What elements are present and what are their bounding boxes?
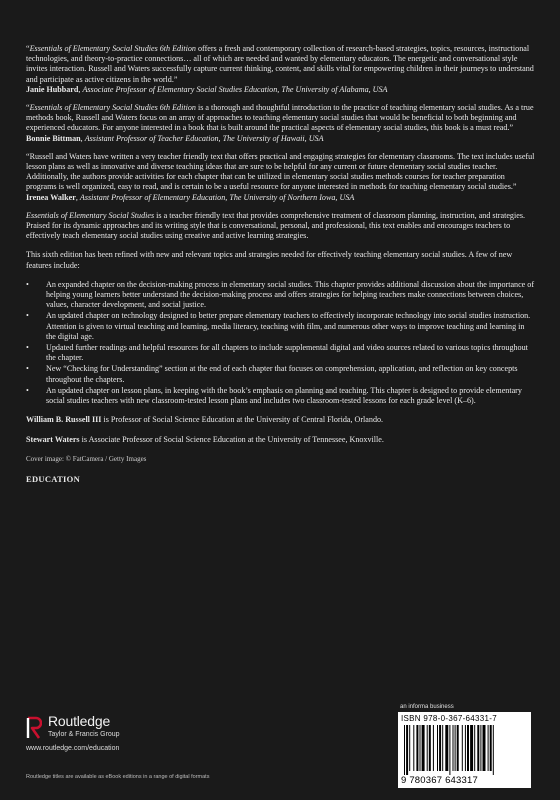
- barcode-bar: [483, 725, 486, 771]
- bullet-icon: •: [26, 385, 29, 395]
- publisher-name: Routledge: [48, 713, 111, 729]
- endorser-role: Assistant Professor of Elementary Education, The University of Northern Iowa, USA: [79, 192, 355, 202]
- book-title: Essentials of Elementary Social Studies 6th Edition: [29, 103, 196, 113]
- barcode-bar: [439, 725, 441, 771]
- author-bio: is Associate Professor of Social Science Education at the University of Tennessee, Knoxville.: [79, 434, 384, 444]
- endorsement-attribution: Bonnie Bittman, Assistant Professor of Teacher Education, The University of Hawaii, USA: [26, 133, 324, 143]
- edition-intro: This sixth edition has been refined with new and relevant topics and strategies needed for effectively teaching elementary social studies. A few of new features include:: [26, 250, 513, 270]
- barcode-bar: [455, 725, 456, 771]
- book-title: Essentials of Elementary Social Studies: [26, 210, 155, 220]
- barcode-bar: [457, 725, 459, 771]
- publisher-url: www.routledge.com/education: [26, 745, 120, 752]
- barcode-icon: [404, 725, 525, 775]
- barcode-bar: [477, 725, 479, 771]
- feature-item: [26, 343, 536, 363]
- author-bio: is Professor of Social Science Education at the University of Central Florida, Orlando.: [101, 415, 384, 425]
- barcode-bar: [453, 725, 454, 771]
- barcode-bar: [406, 725, 408, 775]
- bullet-icon: •: [26, 311, 29, 321]
- barcode-bar: [480, 725, 481, 771]
- ebook-note: Routledge titles are available as eBook editions in a range of digital formats: [26, 774, 210, 780]
- endorsement-2: [26, 103, 536, 144]
- feature-text: An updated chapter on technology designed to better prepare elementary teachers to effectively incorporate technology into social studies instruction. Attention is given to virtual teaching and learning, media literacy, teaching with film, and numerous other ways to improve teaching and learning in the digital age.: [46, 311, 531, 341]
- endorsement-text: “Essentials of Elementary Social Studies 6th Edition offers a fresh and contemporary collection of research-based strategies, topics, resources, instructional technologies, and theory-to-practice connections… all of which are needed and wanted by elementary educators. The energetic and conversational style invites interaction. Russell and Waters successfully capture current thinking, content, and skills vital for empowering children in their journeys to understand and participate as active citizens in the world.”: [26, 44, 534, 84]
- feature-text: An expanded chapter on the decision-making process in elementary social studies. This chapter provides additional discussion about the importance of helping young learners better understand the decision-making process and offers strategies for helping teachers make connections between choices, values, character development, and social justice.: [46, 279, 535, 310]
- endorser-name: Bonnie Bittman: [26, 133, 81, 143]
- barcode-bar: [465, 725, 466, 771]
- feature-text: Updated further readings and helpful resources for all chapters to include supplemental digital and video sources related to various topics throughout the chapter.: [46, 343, 528, 363]
- feature-text: An updated chapter on lesson plans, in keeping with the book’s emphasis on planning and teaching. This chapter is designed to provide elementary social studies teachers with new classroom-tested lesson plans and includes two classroom-tested lessons for each grade level (K–6).: [46, 385, 522, 406]
- barcode-bar: [404, 725, 405, 775]
- endorser-role: Assistant Professor of Teacher Education, The University of Hawaii, USA: [84, 133, 324, 143]
- endorsement-text: “Essentials of Elementary Social Studies 6th Edition is a thorough and thoughtful introduction to the practice of teaching elementary social studies. As a true methods book, Russell and Waters focus on an array of approaches to teaching elementary social studies that would be beneficial to both beginning and experienced educators. For anyone interested in a book that is built around the practical aspects of elementary social studies, this book is a must read.”: [26, 103, 534, 133]
- endorsement-body: is a thorough and thoughtful introduction to the practice of teaching elementary social studies. As a true methods book, Russell and Waters focus on an array of approaches to teaching elementary social studies that would be beneficial to both beginning and experienced educators. For anyone interested in a book that is built around the practical aspects of elementary social studies, this book is a must read.”: [26, 103, 534, 133]
- endorser-role: Associate Professor of Elementary Social Studies Education, The University of Alabama, USA: [82, 84, 388, 94]
- barcode-bar: [467, 725, 469, 771]
- barcode-digits: 9 780367 643317: [401, 775, 478, 786]
- endorsement-body: offers a fresh and contemporary collection of research-based strategies, topics, resources, instructional technologies, and theory-to-practice connections… all of which are needed and wanted by elementary educators. The energetic and conversational style invites interaction. Russell and Waters successfully capture current thinking, content, and skills vital for empowering children in their journeys to understand and participate as active citizens in the world.”: [26, 44, 534, 84]
- book-description: [26, 211, 536, 242]
- barcode-bar: [488, 725, 489, 771]
- barcode-bar: [493, 725, 494, 775]
- cover-credit: Cover image: © FatCamera / Getty Images: [26, 454, 147, 463]
- back-cover-content: [26, 44, 536, 484]
- barcode-bar: [449, 725, 450, 775]
- barcode-bar: [413, 725, 414, 771]
- barcode-bar: [437, 725, 438, 771]
- feature-list: [26, 280, 536, 406]
- feature-item: [26, 386, 536, 406]
- endorsement-text: “Russell and Waters have written a very teacher friendly text that offers practical and engaging strategies for elementary classrooms. The text includes useful lesson plans as well as innovative and diverse teaching ideas that are sure to be helpful for any current or future elementary social studies teacher. Additionally, the authors provide activities for each chapter that can be utilized in elementary social studies methods courses for teacher preparation programs is well organized, easy to read, and is certain to be a useful resource for anyone interested in methods for teaching elementary social studies.”: [26, 151, 535, 192]
- barcode-bar: [422, 725, 425, 771]
- barcode-bar: [470, 725, 473, 771]
- barcode-bar: [429, 725, 431, 771]
- barcode-bar: [442, 725, 443, 771]
- bullet-icon: •: [26, 364, 29, 374]
- endorsement-3: [26, 152, 536, 203]
- book-title: Essentials of Elementary Social Studies 6th Edition: [29, 44, 196, 53]
- barcode-bar: [409, 725, 410, 771]
- author-bio-2: [26, 435, 536, 445]
- barcode-bar: [445, 725, 448, 771]
- endorsement-attribution: Irenea Walker, Assistant Professor of Elementary Education, The University of Northern Iowa, USA: [26, 192, 355, 202]
- barcode-bar: [490, 725, 492, 771]
- endorsement-1: [26, 44, 536, 95]
- barcode-bar: [433, 725, 434, 771]
- feature-item: [26, 364, 536, 384]
- endorser-name: Janie Hubbard: [26, 84, 79, 94]
- publisher-subtitle: Taylor & Francis Group: [48, 731, 120, 738]
- feature-text: New “Checking for Understanding” section at the end of each chapter that focuses on comprehension, application, and reflection on key concepts throughout the chapters.: [46, 364, 518, 384]
- author-name: William B. Russell III: [26, 415, 102, 425]
- bullet-icon: •: [26, 279, 29, 289]
- feature-item: [26, 280, 536, 311]
- barcode-bar: [420, 725, 421, 771]
- publisher-logo: [26, 713, 176, 773]
- routledge-logo-icon: [26, 716, 42, 740]
- description-body: is a teacher friendly text that provides comprehensive treatment of classroom planning, instruction, and strategies. Praised for its dynamic approaches and its writing style that is conversational, personal, and professional, this text enables and encourages teachers to effectively teach elementary social studies using creative and active learning strategies.: [26, 210, 525, 241]
- barcode-bar: [416, 725, 418, 771]
- informa-tagline: an informa business: [400, 704, 454, 710]
- isbn-barcode: [398, 712, 531, 788]
- bullet-icon: •: [26, 343, 29, 353]
- author-bio-1: [26, 415, 536, 425]
- barcode-bar: [462, 725, 463, 771]
- author-name: Stewart Waters: [26, 434, 80, 444]
- category-label: EDUCATION: [26, 473, 81, 484]
- feature-item: [26, 311, 536, 342]
- endorsement-attribution: Janie Hubbard, Associate Professor of Elementary Social Studies Education, The University of Alabama, USA: [26, 84, 388, 94]
- isbn-label: ISBN 978-0-367-64331-7: [401, 714, 497, 723]
- endorser-name: Irenea Walker: [26, 192, 76, 202]
- barcode-bar: [474, 725, 475, 771]
- barcode-bar: [427, 725, 428, 771]
